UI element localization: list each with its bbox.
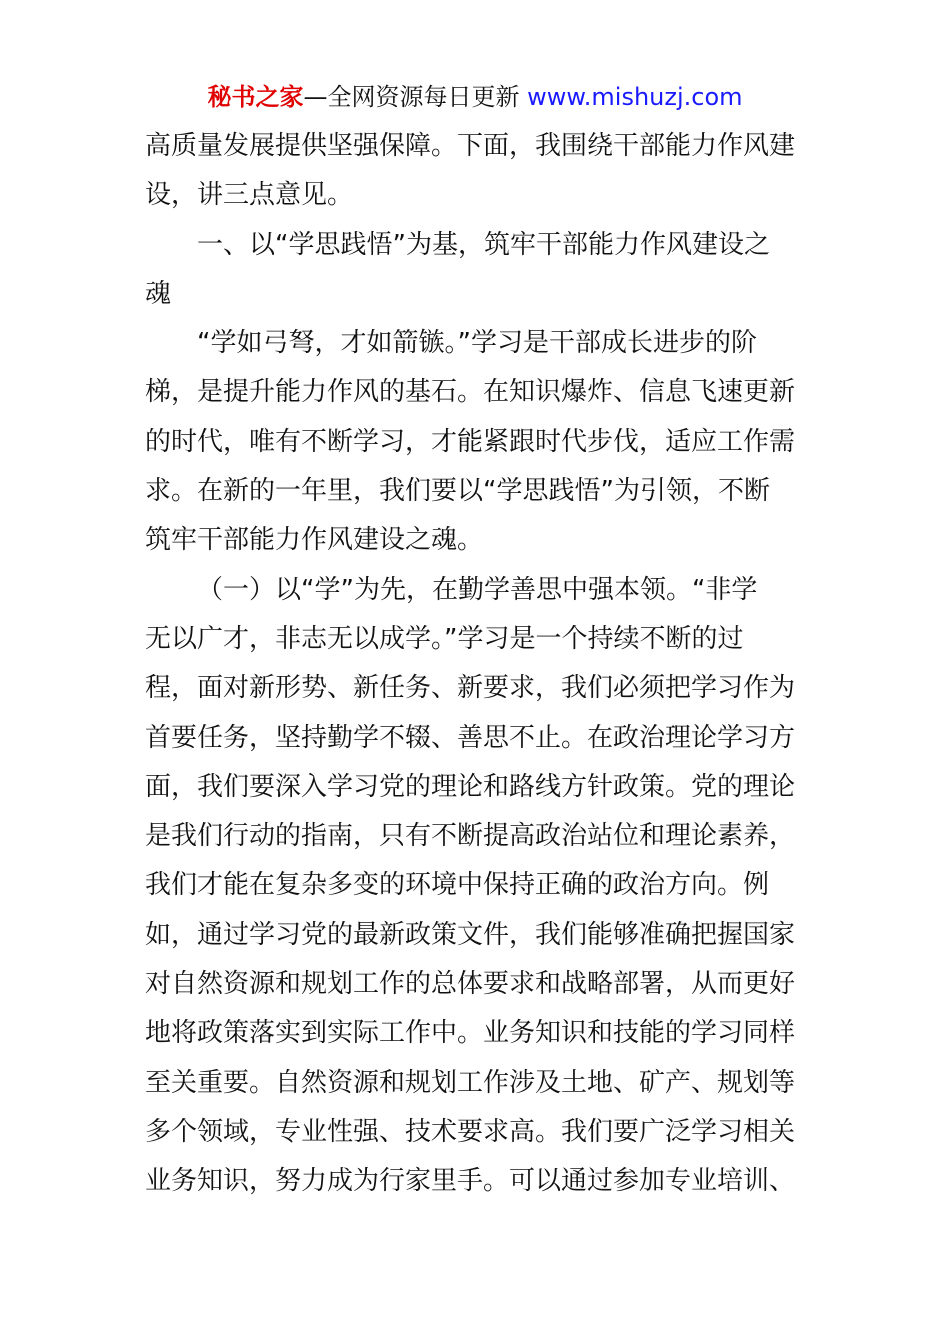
text-line: 筑牢干部能力作风建设之魂。: [145, 525, 484, 556]
text-line: 高质量发展提供坚强保障。下面，我围绕干部能力作风建: [145, 131, 796, 161]
text-line: 是我们行动的指南，只有不断提高政治站位和理论素养，: [145, 821, 796, 852]
document-body: [145, 122, 807, 1207]
text-line: 无以广才，非志无以成学。”学习是一个持续不断的过: [145, 623, 744, 654]
subsection-heading-line: （一）以“学”为先，在勤学善思中强本领。“非学: [197, 574, 758, 605]
text-line: 程，面对新形势、新任务、新要求，我们必须把学习作为: [145, 673, 796, 704]
site-url-link[interactable]: www.mishuzj.com: [527, 83, 743, 111]
text-line: 梯，是提升能力作风的基石。在知识爆炸、信息飞速更新: [145, 377, 796, 408]
text-line: 多个领域，专业性强、技术要求高。我们要广泛学习相关: [145, 1116, 796, 1147]
text-line: 求。在新的一年里，我们要以“学思践悟”为引领，不断: [145, 476, 770, 507]
text-line: 地将政策落实到实际工作中。业务知识和技能的学习同样: [145, 1018, 796, 1049]
text-line: 至关重要。自然资源和规划工作涉及土地、矿产、规划等: [145, 1067, 796, 1098]
section-heading-line: 一、以“学思践悟”为基，筑牢干部能力作风建设之: [197, 229, 770, 260]
text-line: 面，我们要深入学习党的理论和路线方针政策。党的理论: [145, 771, 796, 802]
text-line: “学如弓弩，才如箭镞。”学习是干部成长进步的阶: [197, 328, 757, 359]
text-line: 对自然资源和规划工作的总体要求和战略部署，从而更好: [145, 969, 796, 1000]
site-header: [0, 80, 950, 114]
text-line: 设，讲三点意见。: [145, 180, 354, 211]
text-line: 如，通过学习党的最新政策文件，我们能够准确把握国家: [145, 919, 796, 950]
section-heading-line: 魂: [145, 278, 172, 309]
text-line: 业务知识，努力成为行家里手。可以通过参加专业培训、: [145, 1166, 796, 1197]
brand-name: 秘书之家: [207, 83, 304, 111]
text-line: 的时代，唯有不断学习，才能紧跟时代步伐，适应工作需: [145, 426, 796, 457]
text-line: 我们才能在复杂多变的环境中保持正确的政治方向。例: [145, 870, 770, 901]
text-line: 首要任务，坚持勤学不辍、善思不止。在政治理论学习方: [145, 722, 796, 753]
header-tagline: —全网资源每日更新: [303, 83, 520, 111]
